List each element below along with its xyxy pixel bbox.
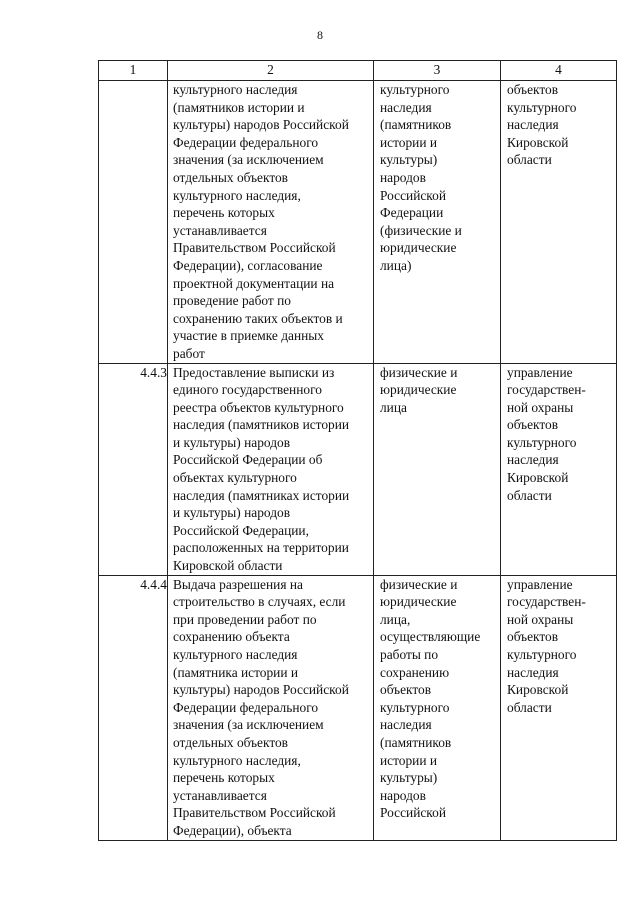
provider-text: управление государствен- ной охраны объектов культурного наследия Кировской области: [507, 364, 586, 503]
recipients-text: физические и юридические лица, осуществляющие работы по сохранению объектов культурного наследия (памятников истории и культуры) народов Российской: [380, 576, 481, 821]
column-header-2: 2: [168, 61, 374, 81]
table-header-row: [99, 61, 617, 81]
recipients-text: физические и юридические лица: [380, 364, 458, 415]
recipients-cell: [374, 363, 501, 575]
recipients-cell: [374, 575, 501, 840]
recipients-cell: [374, 81, 501, 364]
row-number-cell: [99, 81, 168, 364]
column-header-3: 3: [374, 61, 501, 81]
recipients-text: культурного наследия (памятников истории и культуры) народов Российской Федерации (физические и юридические лица): [380, 82, 462, 273]
table-row: [99, 81, 617, 364]
row-number-cell: [99, 363, 168, 575]
page-number: 8: [317, 28, 323, 42]
service-cell: [168, 363, 374, 575]
table-row: [99, 363, 617, 575]
column-header-4: 4: [501, 61, 617, 81]
row-number: 4.4.3: [140, 364, 167, 380]
provider-cell: [501, 363, 617, 575]
service-description: культурного наследия (памятников истории и культуры) народов Российской Федерации федерального значения (за исключением отдельных объектов культурного наследия, перечень которых устанавливается Правительством Российской Федерации), согласование проектной документации на проведение работ по сохранению таких объектов и участие в приемке данных работ: [173, 82, 349, 361]
table-row: [99, 575, 617, 840]
provider-cell: [501, 81, 617, 364]
services-table: [98, 60, 617, 841]
provider-cell: [501, 575, 617, 840]
provider-text: управление государствен- ной охраны объектов культурного наследия Кировской области: [507, 576, 586, 715]
row-number-cell: [99, 575, 168, 840]
provider-text: объектов культурного наследия Кировской области: [507, 82, 577, 168]
service-description: Выдача разрешения на строительство в случаях, если при проведении работ по сохранению объекта культурного наследия (памятника истории и культуры) народов Российской Федерации федерального значения (за исключением отдельных объектов культурного наследия, перечень которых устанавливается Правительством Российской Федерации), объекта: [173, 576, 349, 838]
service-description: Предоставление выписки из единого государственного реестра объектов культурного наследия (памятников истории и культуры) народов Российской Федерации об объектах культурного наследия (памятниках истории и культуры) народов Российской Федерации, расположенных на территории Кировской области: [173, 364, 350, 574]
row-number: 4.4.4: [140, 576, 167, 592]
service-cell: [168, 81, 374, 364]
service-cell: [168, 575, 374, 840]
column-header-1: 1: [99, 61, 168, 81]
